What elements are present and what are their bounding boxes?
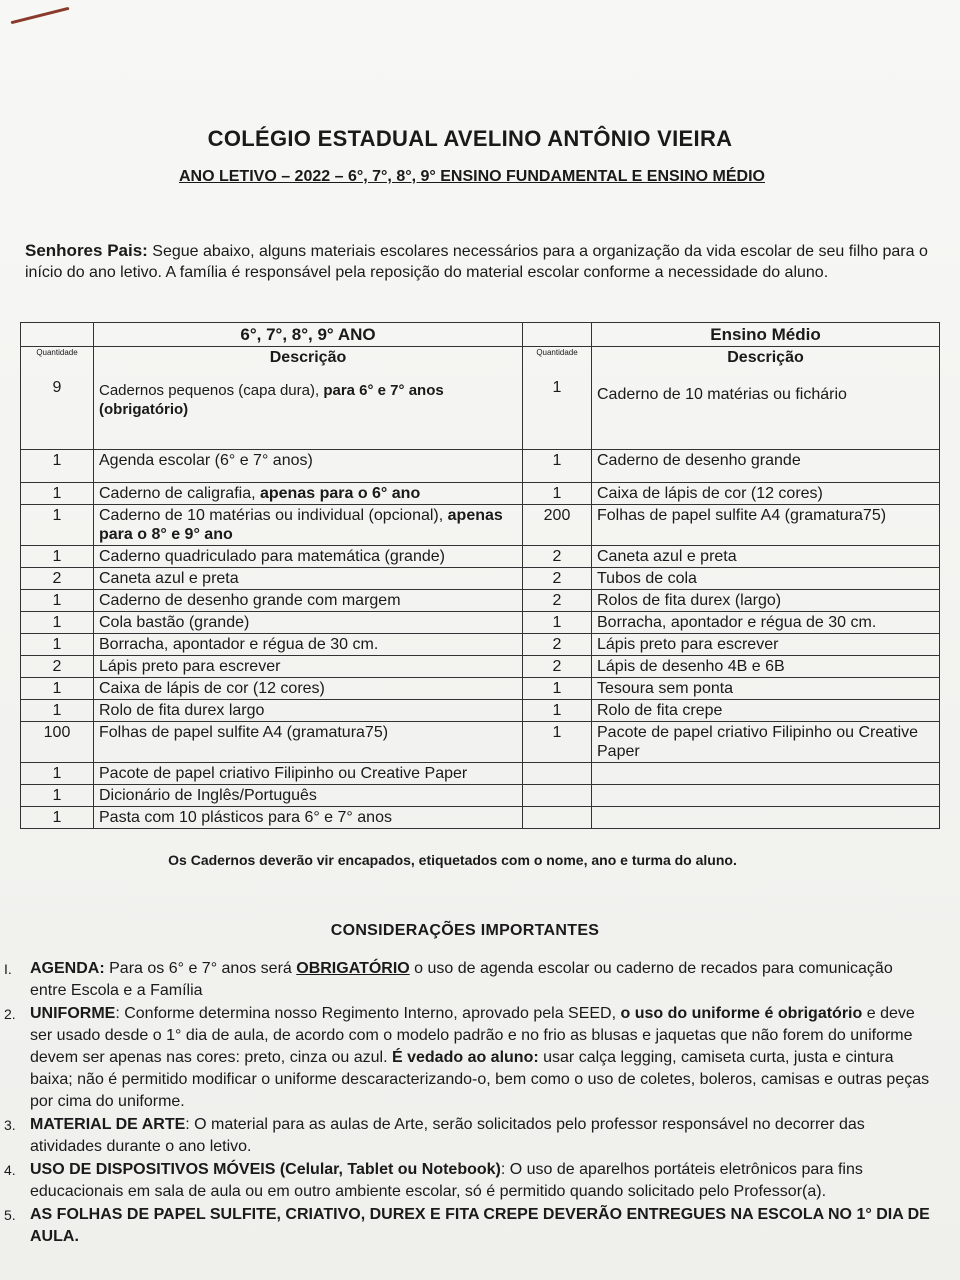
- left-description: Caderno de 10 matérias ou individual (opcional), apenas para o 8° e 9° ano: [94, 505, 523, 546]
- consideration-item: 5. AS FOLHAS DE PAPEL SULFITE, CRIATIVO, DUREX E FITA CREPE DEVERÃO ENTREGUES NA ESCOLA NO 1° DIA DE AULA.: [4, 1206, 930, 1245]
- consideration-item: I. AGENDA: Para os 6° e 7° anos será OBRIGATÓRIO o uso de agenda escolar ou caderno de recados para comunicação entre Escola e a Família: [4, 960, 893, 999]
- table-row: [21, 678, 940, 700]
- table-row: [21, 634, 940, 656]
- left-quantity: 2: [21, 568, 94, 590]
- right-quantity: [523, 763, 592, 785]
- item-number: 3.: [4, 1117, 16, 1133]
- consideration-item: 4. USO DE DISPOSITIVOS MÓVEIS (Celular, Tablet ou Notebook): O uso de aparelhos portáteis eletrônicos para fins educacionais em sala de aula ou em outro ambiente escolar, só é permitido quando solicitado pelo Professor(a).: [4, 1161, 863, 1200]
- right-description: [592, 807, 940, 829]
- right-quantity: 2: [523, 568, 592, 590]
- left-description: Caixa de lápis de cor (12 cores): [94, 678, 523, 700]
- table-row: [21, 656, 940, 678]
- left-description: Folhas de papel sulfite A4 (gramatura75): [94, 722, 523, 763]
- left-description: Caderno de desenho grande com margem: [94, 590, 523, 612]
- item-number: I.: [4, 961, 12, 977]
- right-quantity: 200: [523, 505, 592, 546]
- right-quantity: 1: [523, 678, 592, 700]
- left-description: Caderno quadriculado para matemática (grande): [94, 546, 523, 568]
- right-quantity: 2: [523, 590, 592, 612]
- item-number: 5.: [4, 1207, 16, 1223]
- left-description: Caneta azul e preta: [94, 568, 523, 590]
- right-description: Rolo de fita crepe: [592, 700, 940, 722]
- left-quantity: 1: [21, 483, 94, 505]
- right-description: Lápis de desenho 4B e 6B: [592, 656, 940, 678]
- table-row: [21, 700, 940, 722]
- right-quantity: 1: [523, 700, 592, 722]
- left-description: Lápis preto para escrever: [94, 656, 523, 678]
- considerations-title: CONSIDERAÇÕES IMPORTANTES: [330, 922, 600, 939]
- right-description: Tesoura sem ponta: [592, 678, 940, 700]
- left-quantity: 1: [21, 700, 94, 722]
- table-row: [21, 568, 940, 590]
- intro-lead: Senhores Pais:: [25, 241, 148, 260]
- right-quantity: 1: [523, 450, 592, 483]
- left-quantity: 1: [21, 612, 94, 634]
- notebooks-note: Os Cadernos deverão vir encapados, etiquetados com o nome, ano e turma do aluno.: [168, 852, 737, 868]
- right-quantity: 1: [523, 722, 592, 763]
- left-description: Agenda escolar (6° e 7° anos): [94, 450, 523, 483]
- item-number: 4.: [4, 1162, 16, 1178]
- description-label: Descrição: [727, 349, 804, 366]
- right-quantity: [523, 785, 592, 807]
- right-description: Caderno de desenho grande: [592, 450, 940, 483]
- left-description: Rolo de fita durex largo: [94, 700, 523, 722]
- left-quantity: Quantidade 9: [21, 347, 94, 450]
- right-quantity: 2: [523, 634, 592, 656]
- left-description: Pacote de papel criativo Filipinho ou Creative Paper: [94, 763, 523, 785]
- table-row: [21, 612, 940, 634]
- right-quantity: 1: [523, 483, 592, 505]
- left-quantity: 100: [21, 722, 94, 763]
- intro-text: Segue abaixo, alguns materiais escolares necessários para a organização da vida escolar de seu filho para o início do ano letivo. A família é responsável pela reposição do material escolar conforme a necessidade do aluno.: [25, 243, 928, 281]
- left-quantity: 1: [21, 678, 94, 700]
- left-description: Caderno de caligrafia, apenas para o 6° ano: [94, 483, 523, 505]
- table-row: [21, 505, 940, 546]
- table-row: [21, 546, 940, 568]
- table-row: [21, 450, 940, 483]
- right-quantity: 1: [523, 612, 592, 634]
- right-group-header: Ensino Médio: [592, 323, 940, 347]
- left-quantity: 1: [21, 590, 94, 612]
- intro-paragraph: [25, 240, 930, 283]
- right-description: Tubos de cola: [592, 568, 940, 590]
- left-description: Dicionário de Inglês/Português: [94, 785, 523, 807]
- left-quantity: 1: [21, 546, 94, 568]
- right-description: Borracha, apontador e régua de 30 cm.: [592, 612, 940, 634]
- description-label: Descrição: [269, 349, 347, 366]
- table-row: [21, 483, 940, 505]
- table-group-header-row: [21, 323, 940, 347]
- table-row: [21, 763, 940, 785]
- left-quantity: 1: [21, 763, 94, 785]
- left-quantity: 1: [21, 450, 94, 483]
- left-description: Descrição Cadernos pequenos (capa dura), para 6° e 7° anos (obrigatório): [94, 347, 523, 450]
- right-description: Lápis preto para escrever: [592, 634, 940, 656]
- table-row: [21, 347, 940, 450]
- right-quantity: 2: [523, 546, 592, 568]
- right-description: Folhas de papel sulfite A4 (gramatura75): [592, 505, 940, 546]
- quantity-label: Quantidade: [36, 348, 78, 357]
- right-description: Pacote de papel criativo Filipinho ou Creative Paper: [592, 722, 940, 763]
- materials-table: [20, 322, 940, 829]
- right-description: Caneta azul e preta: [592, 546, 940, 568]
- left-quantity: 1: [21, 505, 94, 546]
- left-quantity: 1: [21, 634, 94, 656]
- pen-stroke-mark: [11, 7, 70, 24]
- item-number: 2.: [4, 1006, 16, 1022]
- right-quantity: Quantidade 1: [523, 347, 592, 450]
- left-description: Pasta com 10 plásticos para 6° e 7° anos: [94, 807, 523, 829]
- right-description: Caixa de lápis de cor (12 cores): [592, 483, 940, 505]
- left-description: Cola bastão (grande): [94, 612, 523, 634]
- table-row: [21, 785, 940, 807]
- left-description: Borracha, apontador e régua de 30 cm.: [94, 634, 523, 656]
- table-row: [21, 722, 940, 763]
- right-quantity: [523, 807, 592, 829]
- school-title: COLÉGIO ESTADUAL AVELINO ANTÔNIO VIEIRA: [207, 126, 733, 151]
- consideration-item: 3. MATERIAL DE ARTE: O material para as aulas de Arte, serão solicitados pelo professor responsável no decorrer das atividades durante o ano letivo.: [4, 1116, 865, 1155]
- consideration-item: 2. UNIFORME: Conforme determina nosso Regimento Interno, aprovado pela SEED, o uso do uniforme é obrigatório e deve ser usado desde o 1° dia de aula, de acordo com o modelo padrão e no frio as blusas e jaquetas que não forem do uniforme devem ser apenas nas cores: preto, cinza ou azul. É vedado ao aluno: usar calça legging, camiseta curta, justa e cintura baixa; não é permitido modificar o uniforme descaracterizando-o, bem como o uso de coletes, boleros, camisas e outras peças por cima do uniforme.: [4, 1005, 930, 1110]
- left-group-header: 6°, 7°, 8°, 9° ANO: [94, 323, 523, 347]
- left-quantity: 1: [21, 807, 94, 829]
- considerations-list: [0, 958, 930, 1249]
- school-year-subtitle: ANO LETIVO – 2022 – 6°, 7°, 8°, 9° ENSINO FUNDAMENTAL E ENSINO MÉDIO: [178, 168, 765, 185]
- right-quantity: 2: [523, 656, 592, 678]
- quantity-label: Quantidade: [536, 348, 578, 357]
- right-description: [592, 785, 940, 807]
- right-description: Rolos de fita durex (largo): [592, 590, 940, 612]
- table-row: [21, 807, 940, 829]
- right-description: Descrição Caderno de 10 matérias ou fichário: [592, 347, 940, 450]
- left-quantity: 2: [21, 656, 94, 678]
- right-description: [592, 763, 940, 785]
- table-row: [21, 590, 940, 612]
- left-quantity: 1: [21, 785, 94, 807]
